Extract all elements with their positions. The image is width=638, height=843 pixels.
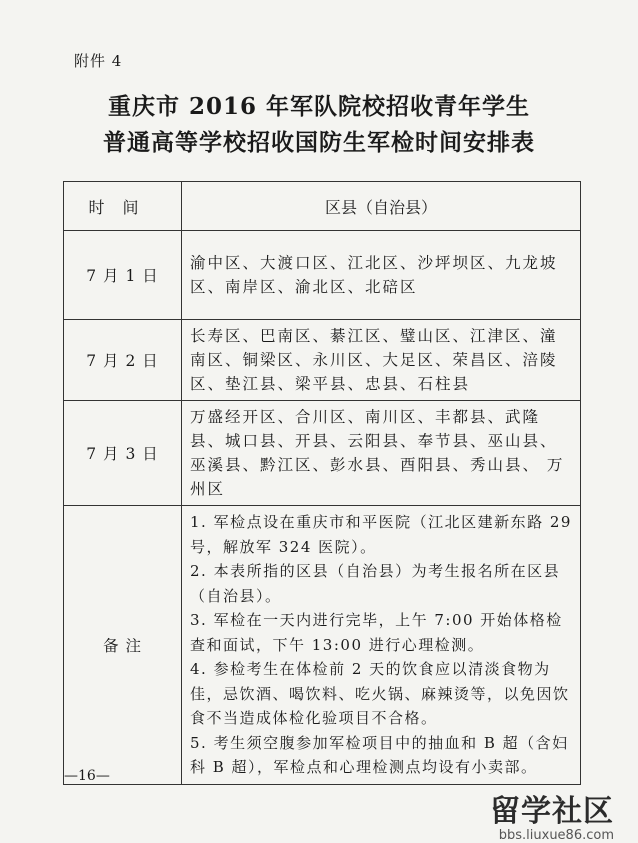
table-row (64, 231, 581, 320)
page-number: —16— (64, 768, 110, 784)
row-date: 7 月 1 日 (64, 231, 182, 320)
notes-label: 备 注 (64, 506, 182, 785)
notes-cell (182, 506, 581, 785)
watermark-logo: 留学社区 (490, 794, 614, 829)
table-header-row (64, 182, 581, 231)
watermark-url: bbs.liuxue86.com (498, 828, 614, 843)
row-districts: 长寿区、巴南区、綦江区、璧山区、江津区、潼南区、铜梁区、永川区、大足区、荣昌区、涪陵区、垫江县、梁平县、忠县、石柱县 (182, 320, 581, 401)
schedule-table (63, 181, 581, 785)
title-line-1: 重庆市 2016 年军队院校招收青年学生 (107, 93, 531, 120)
header-district: 区县（自治县） (182, 182, 581, 231)
notes-row (64, 506, 581, 785)
row-districts: 万盛经开区、合川区、南川区、丰都县、武隆县、城口县、开县、云阳县、奉节县、巫山县、巫溪县、黔江区、彭水县、酉阳县、秀山县、 万州区 (182, 401, 581, 506)
watermark (490, 786, 614, 843)
note-item: 5. 考生须空腹参加军检项目中的抽血和 B 超（含妇科 B 超），军检点和心理检测点均设有小卖部。 (190, 733, 569, 776)
note-item: 3. 军检在一天内进行完毕，上午 7:00 开始体格检查和面试，下午 13:00 进行心理检测。 (190, 611, 563, 654)
attachment-label: 附件 4 (74, 52, 123, 70)
row-districts: 渝中区、大渡口区、江北区、沙坪坝区、九龙坡区、南岸区、渝北区、北碚区 (182, 231, 581, 320)
header-time: 时间 (64, 182, 182, 231)
note-item: 1. 军检点设在重庆市和平医院（江北区建新东路 29 号，解放军 324 医院）。 (190, 513, 572, 556)
row-date: 7 月 3 日 (64, 401, 182, 506)
title-line-2: 普通高等学校招收国防生军检时间安排表 (103, 129, 535, 156)
row-date: 7 月 2 日 (64, 320, 182, 401)
table-row (64, 320, 581, 401)
note-item: 2. 本表所指的区县（自治县）为考生报名所在区县（自治县）。 (190, 562, 561, 605)
note-item: 4. 参检考生在体检前 2 天的饮食应以清淡食物为佳，忌饮酒、喝饮料、吃火锅、麻辣烫等，以免因饮食不当造成体检化验项目不合格。 (190, 660, 570, 727)
table-row (64, 401, 581, 506)
